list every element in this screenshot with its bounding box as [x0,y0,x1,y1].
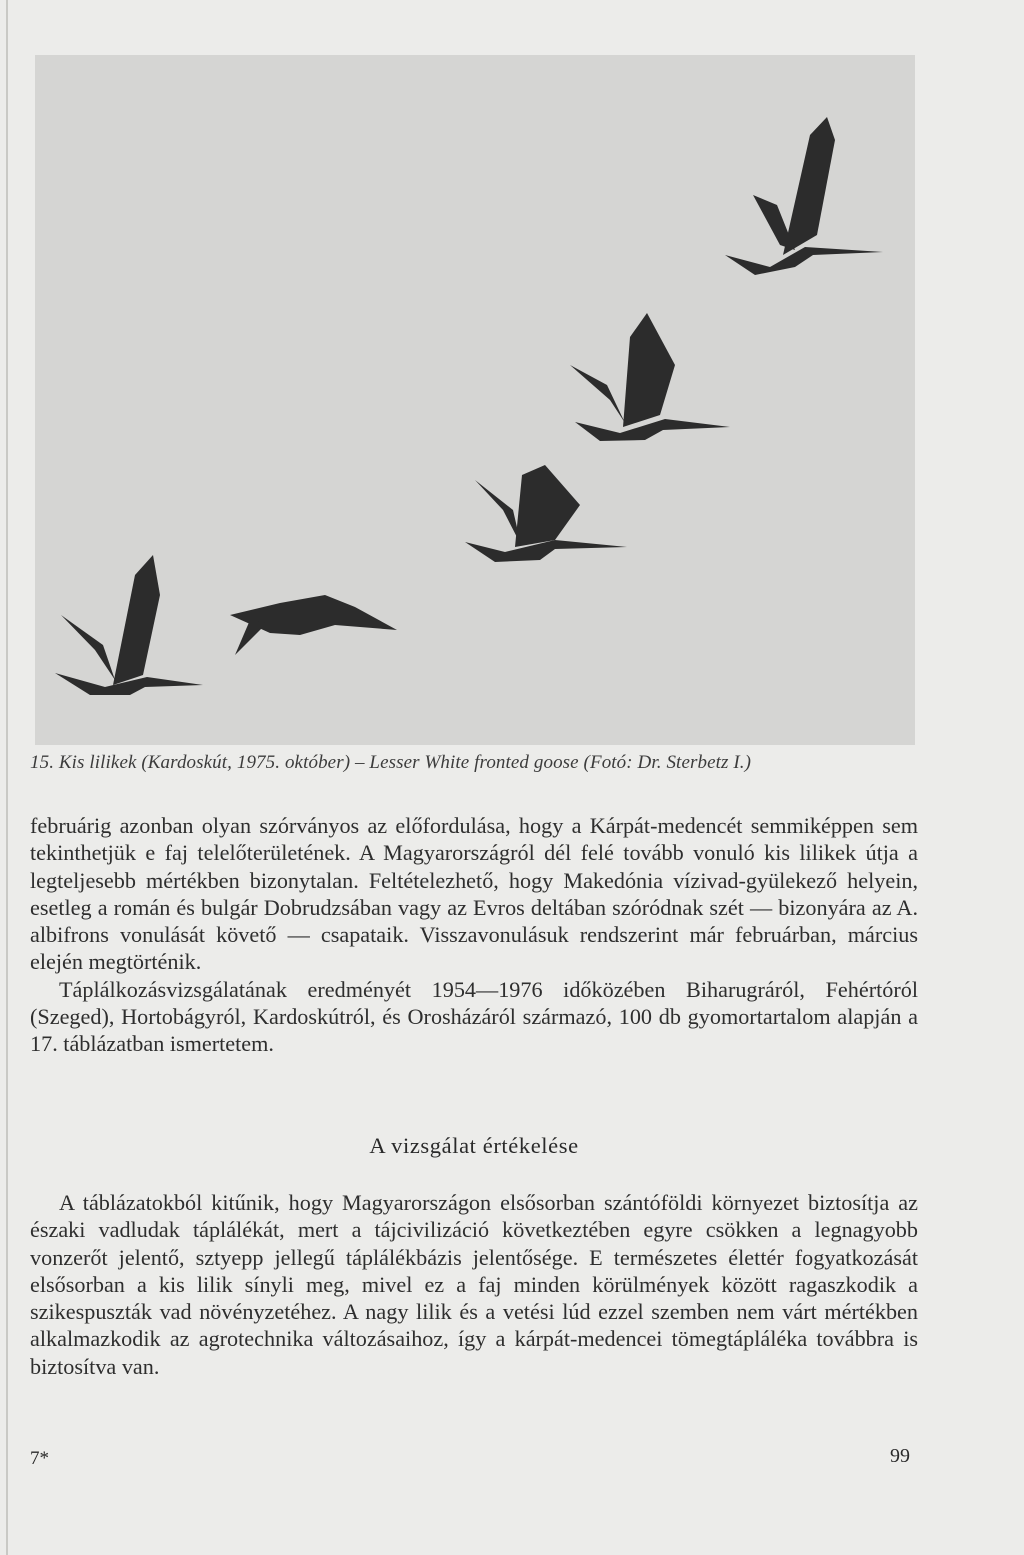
paragraph: februárig azonban olyan szórványos az előfordulása, hogy a Kárpát-medencét semmiképpen sem tekinthetjük e faj telelőterületének. A Magyarországról dél felé tovább vonuló kis lilikek útja a legteljesebb mértékben bizonytalan. Feltételezhető, hogy Makedónia vízivad-gyülekező helyein, esetleg a román és bulgár Dobrudzsában vagy az Evros deltában szóródnak szét — bizonyára az A. albifrons vonulását követő — csapataik. Visszavonulásuk rendszerint már februárban, március elején megtörténik. [30,813,918,975]
signature-mark: 7* [30,1448,49,1469]
paragraph: A táblázatokból kitűnik, hogy Magyarországon elsősorban szántóföldi környezet biztosítja az északi vadludak táplálékát, mert a tájcivilizáció következtében egyre csökken a legnagyobb vonzerőt jelentő, sztyepp jellegű táplálékbázis jelentősége. E természetes élettér fogyatkozását elsősorban a kis lilik sínyli meg, mivel ez a faj minden körülmények között ragaszkodik a szikespuszták vad növényzetéhez. A nagy lilik és a vetési lúd ezzel szemben nem várt mértékben alkalmazkodik az agrotechnika változásaihoz, így a kárpát-medencei tömegtápláléka továbbra is biztosítva van. [30,1190,918,1379]
body-section-2 [30,1189,918,1380]
figure-caption: 15. Kis lilikek (Kardoskút, 1975. október) – Lesser White fronted goose (Fotó: Dr. Sterbetz I.) [30,752,752,773]
page-number: 99 [890,1445,910,1467]
section-heading: A vizsgálat értékelése [369,1133,579,1158]
goose-photo [35,55,915,745]
body-section-1 [30,812,918,1058]
paragraph: Táplálkozásvizsgálatának eredményét 1954—1976 időközében Biharugráról, Fehértóról (Szeged), Hortobágyról, Kardoskútról, és Orosházáról származó, 100 db gyomortartalom alapján a 17. táblázatban ismertetem. [30,976,918,1057]
page-edge [6,0,8,1555]
